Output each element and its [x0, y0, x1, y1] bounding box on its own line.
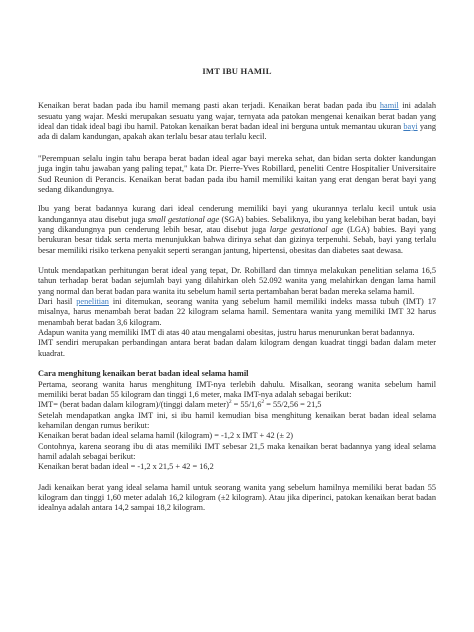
paragraph-intro — [38, 101, 436, 142]
calc-step-2: Setelah mendapatkan angka IMT ini, si ibu hamil kemudian bisa menghitung kenaikan berat badan ideal selama kehamilan dengan rumus berikut: — [38, 410, 436, 430]
paragraph-research: Untuk mendapatkan perhitungan berat ideal yang tepat, Dr. Robillard dan timnya melakukan penelitian selama 16,5 tahun terhadap berat badan sejumlah bayi yang dilahirkan oleh 52.092 wanita yang melahirkan dengan lama hamil yang normal dan berat badan para wanita itu sebelum hamil serta pertambahan berat badan mereka selama hamil. — [38, 266, 436, 296]
formula-imt — [38, 400, 436, 410]
intro-text-c: yang ada di dalam kandungan, apakah akan terlalu besar atau terlalu kecil. — [38, 122, 437, 142]
formula-imt-c: = 55/2,56 = 21,5 — [264, 400, 322, 410]
section-heading: Cara menghitung kenaikan berat badan ideal selama hamil — [38, 369, 249, 379]
sga-text-a: Ibu yang berat badannya kurang dari ideal cenderung memiliki bayi yang ukurannya terlalu kecil untuk usia kandungannya atau disebut juga — [38, 204, 436, 224]
formula-result: Kenaikan berat badan ideal = -1,2 x 21,5 + 42 = 16,2 — [38, 462, 214, 472]
sga-text-c: (LGA) babies. Bayi yang berukuran besar tidak serta merta menunjukkan bahwa dirinya sehat dan gizinya terpenuhi. Sebab, bayi yang terlalu besar memiliki risiko terkena penyakit seperti serangan jantung, hipertensi, obesitas dan diabetes saat dewasa. — [38, 225, 436, 255]
paragraph-quote: "Perempuan selalu ingin tahu berapa berat badan ideal agar bayi mereka sehat, dan bidan serta dokter kandungan juga ingin tahu jawaban yang paling tepat," kata Dr. Pierre-Yves Robillard, peneliti Centre Hospitalier Universitaire Sud Reunion di Perancis. Kenaikan berat badan pada ibu hamil memiliki kaitan yang erat dengan berat bayi yang sedang dikandungnya. — [38, 152, 436, 194]
calc-step-1: Pertama, seorang wanita harus menghitung IMT-nya terlebih dahulu. Misalkan, seorang wanita sebelum hamil memiliki berat badan 55 kilogram dan tinggi 1,6 meter, maka IMT-nya adalah sebagai berikut: — [38, 379, 436, 399]
link-bayi[interactable]: bayi — [403, 122, 418, 132]
calc-example: Contohnya, karena seorang ibu di atas memiliki IMT sebesar 21,5 maka kenaikan berat badannya yang ideal selama hamil adalah sebagai berikut: — [38, 441, 436, 461]
formula-imt-sup-2: 2 — [261, 399, 265, 406]
intro-text-b: ini adalah sesuatu yang wajar. Meski merupakan sesuatu yang wajar, ternyata ada patokan mengenai kenaikan berat badan yang ideal dan tidak ideal bagi ibu hamil. Patokan kenaikan berat badan ideal ini berguna untuk memantau ukuran — [38, 101, 436, 132]
findings-text-b: ini ditemukan, seorang wanita yang sebelum hamil memiliki indeks massa tubuh (IMT) 17 misalnya, harus menambah berat badan 22 kilogram selama hamil. Sementara wanita yang memiliki IMT 32 harus menambah berat badan 3,6 kilogram. — [38, 297, 436, 327]
sga-text-b: (SGA) babies. Sebaliknya, ibu yang kelebihan berat badan, bayi yang dikandungnya pun cenderung lebih besar, atau disebut juga — [38, 214, 436, 235]
paragraph-conclusion: Jadi kenaikan berat yang ideal selama hamil untuk seorang wanita yang sebelum hamilnya memiliki berat badan 55 kilogram dan tinggi 1,60 meter adalah 16,2 kilogram (±2 kilogram). Atau jika diperinci, patokan kenaikan berat badan idealnya adalah antara 14,2 sampai 18,2 kilogram. — [38, 482, 436, 513]
paragraph-findings — [38, 297, 436, 328]
sga-term: small gestational age — [147, 214, 220, 224]
lga-term: large gestational age — [269, 225, 344, 235]
document-title: IMT IBU HAMIL — [202, 66, 272, 76]
link-penelitian[interactable]: penelitian — [76, 297, 109, 307]
paragraph-obesity: Adapun wanita yang memiliki IMT di atas 40 atau mengalami obesitas, justru harus menurunkan berat badannya. — [38, 328, 415, 338]
paragraph-sga-lga — [38, 204, 436, 256]
intro-text-a: Kenaikan berat badan pada ibu hamil memang pasti akan terjadi. Kenaikan berat badan pada ibu — [38, 101, 380, 111]
formula-imt-b: = 55/1,6 — [231, 400, 262, 410]
formula-imt-sup-1: 2 — [228, 399, 232, 406]
link-hamil[interactable]: hamil — [379, 101, 399, 111]
paragraph-imt-definition: IMT sendiri merupakan perbandingan antara berat badan dalam kilogram dengan kuadrat tinggi badan dalam meter kuadrat. — [38, 338, 436, 358]
formula-imt-a: IMT= (berat badan dalam kilogram)/(tinggi dalam meter) — [38, 400, 229, 410]
formula-weight-gain: Kenaikan berat badan ideal selama hamil (kilogram) = -1,2 x IMT + 42 (± 2) — [38, 431, 293, 441]
findings-text-a: Dari hasil — [38, 297, 77, 307]
